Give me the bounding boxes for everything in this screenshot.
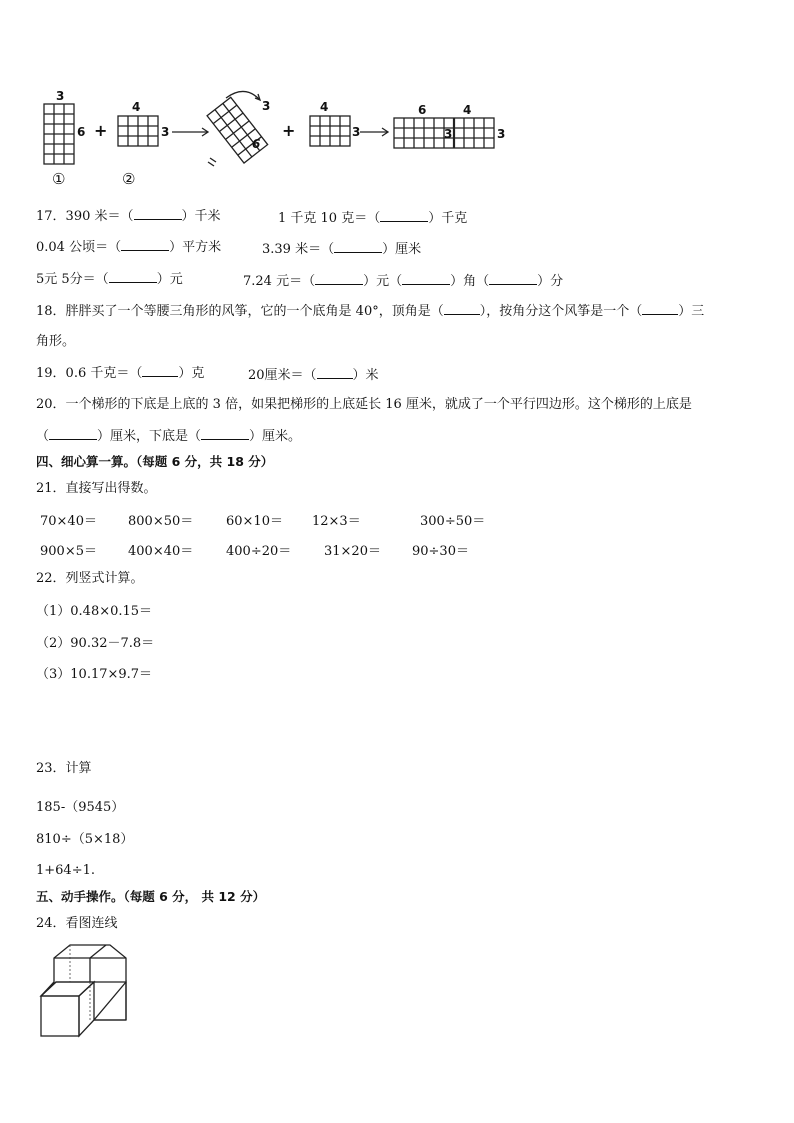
- circle-label-1: ①: [52, 170, 66, 188]
- answer-blank[interactable]: [49, 427, 97, 440]
- q23-item-2: 810÷（5×18）: [36, 832, 134, 847]
- answer-blank[interactable]: [134, 207, 182, 220]
- q22-title: 22．列竖式计算。: [36, 571, 144, 586]
- q17-line2-b: [262, 238, 421, 257]
- q22-item-2: （2）90.32－7.8＝: [36, 636, 155, 651]
- cube-stack-graphic: [38, 940, 138, 1040]
- q17-line3: [36, 270, 183, 289]
- answer-blank[interactable]: [317, 366, 353, 379]
- q21-r1-c3: 60×10＝: [226, 514, 283, 529]
- q21-r1-c1: 70×40＝: [40, 514, 97, 529]
- q19-text-b-end: ）米: [352, 368, 379, 383]
- q17-line1-b: [278, 207, 467, 226]
- q18-text-a: 18．胖胖买了一个等腰三角形的风筝，它的一个底角是 40°，顶角是（: [36, 304, 444, 319]
- q21-title: 21．直接写出得数。: [36, 481, 157, 496]
- q17-text-1b-end: ）千克: [428, 211, 468, 226]
- q17-text-2b-end: ）厘米: [382, 242, 422, 257]
- answer-blank[interactable]: [201, 427, 249, 440]
- q18-line1: [36, 302, 704, 321]
- label-e-top2: 4: [463, 103, 472, 117]
- q17-text-3b-m1: ）元（: [363, 274, 403, 289]
- q17-text-3b: 7.24 元＝（: [243, 274, 316, 289]
- label-d-side: 3: [352, 125, 361, 139]
- q17-text-2a: 0.04 公顷＝（: [36, 240, 122, 255]
- plus-sign-2: +: [282, 121, 296, 140]
- q22-item-3: （3）10.17×9.7＝: [36, 667, 153, 682]
- q17-text-1a-end: ）千米: [181, 209, 221, 224]
- circle-label-2: ②: [122, 170, 136, 188]
- q17-text-3a: 5元 5分＝（: [36, 272, 109, 287]
- q18-line2: 角形。: [36, 334, 76, 349]
- q20-text-b: ）厘米，下底是（: [97, 429, 202, 444]
- label-e-mid: 3: [444, 127, 453, 141]
- label-e-top1: 6: [418, 103, 427, 117]
- answer-blank[interactable]: [334, 240, 382, 253]
- answer-blank[interactable]: [109, 270, 157, 283]
- q21-r1-c4: 12×3＝: [312, 514, 361, 529]
- section-5-title: 五、动手操作。（每题 6 分， 共 12 分）: [36, 889, 266, 904]
- q21-r2-c1: 900×5＝: [40, 544, 97, 559]
- plus-sign-1: +: [94, 121, 108, 140]
- q21-r2-c4: 31×20＝: [324, 544, 381, 559]
- answer-blank[interactable]: [402, 272, 450, 285]
- q21-r2-c2: 400×40＝: [128, 544, 194, 559]
- q17-line3-b: [243, 270, 563, 289]
- q19-text-a: 19．0.6 千克＝（: [36, 366, 143, 381]
- answer-blank[interactable]: [642, 302, 678, 315]
- figure-graphic: [30, 84, 550, 194]
- answer-blank[interactable]: [315, 272, 363, 285]
- q17-text-1a: 17．390 米＝（: [36, 209, 134, 224]
- q17-text-1b: 1 千克 10 克＝（: [278, 211, 381, 226]
- q17-line2: [36, 238, 221, 257]
- q23-title: 23．计算: [36, 761, 92, 776]
- q17-text-3a-end: ）元: [156, 272, 183, 287]
- q17-text-3b-m2: ）角（: [450, 274, 490, 289]
- q19-text-b: 20厘米＝（: [248, 368, 317, 383]
- q18-text-c: ）三: [678, 304, 705, 319]
- q19-text-a-end: ）克: [178, 366, 205, 381]
- label-c-top: 3: [262, 99, 271, 113]
- answer-blank[interactable]: [142, 364, 178, 377]
- q24-title: 24．看图连线: [36, 916, 118, 931]
- q19-line: [36, 364, 204, 383]
- label-c-side: 6: [252, 137, 261, 151]
- q20-text-a: （: [36, 429, 50, 444]
- answer-blank[interactable]: [489, 272, 537, 285]
- answer-blank[interactable]: [121, 238, 169, 251]
- q21-r2-c3: 400÷20＝: [226, 544, 292, 559]
- q17-text-2a-end: ）平方米: [169, 240, 222, 255]
- q21-r2-c5: 90÷30＝: [412, 544, 469, 559]
- q18-text-b: ），按角分这个风筝是一个（: [479, 304, 643, 319]
- q17-text-2b: 3.39 米＝（: [262, 242, 335, 257]
- answer-blank[interactable]: [380, 209, 428, 222]
- q21-r1-c2: 800×50＝: [128, 514, 194, 529]
- section-4-title: 四、细心算一算。（每题 6 分，共 18 分）: [36, 454, 274, 469]
- label-e-side: 3: [497, 127, 506, 141]
- label-a-top: 3: [56, 89, 65, 103]
- q17-text-3b-end: ）分: [537, 274, 564, 289]
- label-b-side: 3: [161, 125, 170, 139]
- q20-text-c: ）厘米。: [249, 429, 302, 444]
- q19-line-b: [248, 364, 379, 383]
- q22-item-1: （1）0.48×0.15＝: [36, 604, 153, 619]
- q20-line2: [36, 427, 301, 446]
- answer-blank[interactable]: [444, 302, 480, 315]
- label-d-top: 4: [320, 100, 329, 114]
- label-b-top: 4: [132, 100, 141, 114]
- q20-line1: 20．一个梯形的下底是上底的 3 倍，如果把梯形的上底延长 16 厘米，就成了一个平行四边形。这个梯形的上底是: [36, 397, 692, 412]
- q23-item-3: 1+64÷1.: [36, 863, 96, 878]
- label-a-side: 6: [77, 125, 86, 139]
- q17-line1: [36, 207, 221, 226]
- q21-r1-c5: 300÷50＝: [420, 514, 486, 529]
- q23-item-1: 185-（9545）: [36, 800, 125, 815]
